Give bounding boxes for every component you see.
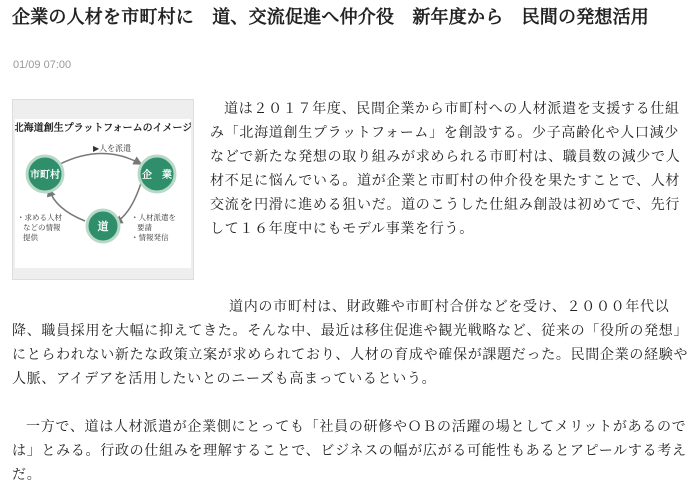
left-note-line-3: 提供 (23, 233, 38, 242)
figure-diagram-panel (15, 119, 191, 268)
arrow-label-top: ▶人を派遣 (93, 144, 132, 153)
prefecture-node-label: 道 (97, 220, 109, 233)
arrow-city-to-company (60, 154, 141, 165)
right-note-line-3: ・情報発信 (131, 233, 169, 242)
city-node-label: 市町村 (30, 170, 60, 181)
company-node-label: 企 業 (142, 170, 172, 181)
left-note-line-1: ・求める人材 (17, 213, 62, 222)
figure-title: 北海道創生プラットフォームのイメージ (15, 123, 191, 134)
right-note-line-2: 要請 (137, 223, 152, 232)
article-paragraph-3: 一方で、道は人材派遣が企業側にとっても「社員の研修やＯＢの活躍の場としてメリットがあるのでは」とみる。行政の仕組みを理解することで、ビジネスの幅が広がる可能性もあるとアピールする考えだ。 (12, 419, 687, 483)
article-paragraph-2: 道内の市町村は、財政難や市町村合併などを受け、２０００年代以降、職員採用を大幅に抑えてきた。そんな中、最近は移住促進や観光戦略など、従来の「役所の発想」にとらわれない新たな政策立案が求められており、人材の育成や確保が課題だった。民間企業の経験や人脈、アイデアを活用したいとのニーズも高まっているという。 (12, 299, 689, 387)
article-paragraph-1: 道は２０１７年度、民間企業から市町村への人材派遣を支援する仕組み「北海道創生プラットフォーム」を創設する。少子高齢化や人口減少などで新たな発想の取り組みが求められる市町村は、職員数の減少で人材不足に悩んでいる。道が企業と市町村の仲介役を果たすことで、人材交流を円滑に進める狙いだ。道のこうした仕組み創設は初めてで、先行して１６年度中にもモデル事業を行う。 (210, 101, 681, 237)
platform-diagram (15, 119, 191, 268)
article-timestamp: 01/09 07:00 (13, 59, 72, 71)
article-headline: 企業の人材を市町村に 道、交流促進へ仲介役 新年度から 民間の発想活用 (12, 7, 649, 28)
right-note-line-1: ・人材派遣を (131, 213, 176, 222)
article-figure[interactable] (12, 99, 194, 280)
left-note-line-2: などの情報 (23, 223, 61, 232)
